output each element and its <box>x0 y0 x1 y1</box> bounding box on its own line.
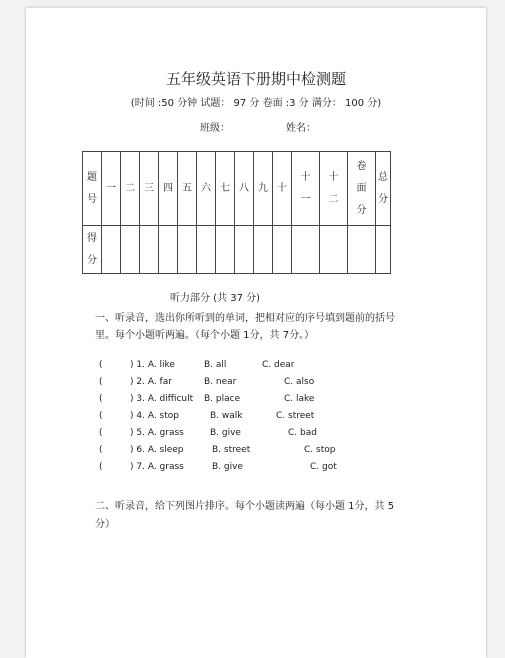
question-option-b: B. place <box>204 394 241 404</box>
score-table <box>82 151 391 274</box>
cell-text: 八 <box>239 182 249 194</box>
score-cell-9[interactable] <box>254 226 273 274</box>
question-option-b: B. all <box>204 360 227 370</box>
header-cell-column-6 <box>197 152 216 226</box>
cell-text: 九 <box>258 182 268 194</box>
score-cell-3[interactable] <box>140 226 159 274</box>
score-cell-14[interactable] <box>376 226 391 274</box>
cell-text: 分 <box>356 204 367 216</box>
cell-text: 一 <box>106 182 116 194</box>
cell-text: 三 <box>144 182 154 194</box>
section1-instruction-line1: 一、听录音，选出你所听到的单词，把相对应的序号填到题前的括号 <box>95 313 395 324</box>
header-cell-column-13 <box>348 152 376 226</box>
header-cell-column-5 <box>178 152 197 226</box>
header-cell-column-3 <box>140 152 159 226</box>
question-option-a: ) 2. A. far <box>130 377 172 387</box>
question-option-b: B. give <box>210 428 241 438</box>
score-cell-10[interactable] <box>273 226 292 274</box>
score-cell-1[interactable] <box>102 226 121 274</box>
header-cell-column-7 <box>216 152 235 226</box>
question-option-b: B. street <box>212 445 251 455</box>
header-cell-column-12 <box>320 152 348 226</box>
cell-text: 六 <box>201 182 211 194</box>
score-cell-13[interactable] <box>348 226 376 274</box>
question-option-b: B. give <box>212 462 243 472</box>
header-cell-column-4 <box>159 152 178 226</box>
cell-text: 分 <box>378 193 388 205</box>
header-cell-column-11 <box>292 152 320 226</box>
listening-heading: 听力部分 (共 37 分) <box>170 293 261 304</box>
cell-text: 一 <box>300 193 311 205</box>
cell-text: 五 <box>182 182 192 194</box>
score-label-cell <box>83 226 102 274</box>
cell-text: 二 <box>125 182 135 194</box>
cell-text: 题 <box>87 171 97 183</box>
answer-bracket[interactable]: ( <box>99 377 103 387</box>
name-label: 姓名： <box>286 123 316 134</box>
exam-title: 五年级英语下册期中检测题 <box>165 70 346 88</box>
cell-text: 号 <box>87 193 97 205</box>
cell-text: 二 <box>328 193 339 205</box>
answer-bracket[interactable]: ( <box>99 462 103 472</box>
score-cell-5[interactable] <box>178 226 197 274</box>
score-cell-8[interactable] <box>235 226 254 274</box>
cell-text: 分 <box>87 254 97 266</box>
question-option-c: C. lake <box>284 394 315 404</box>
class-label: 班级： <box>200 123 230 134</box>
question-option-a: ) 7. A. grass <box>130 462 184 472</box>
question-option-a: ) 3. A. difficult <box>130 394 194 404</box>
table-row <box>83 152 391 226</box>
answer-bracket[interactable]: ( <box>99 360 103 370</box>
header-cell-question-number <box>83 152 102 226</box>
cell-text: 四 <box>163 182 173 194</box>
cell-text: 卷 <box>356 160 367 172</box>
question-option-c: C. also <box>284 377 315 387</box>
header-cell-column-2 <box>121 152 140 226</box>
section2-instruction-line2: 分） <box>95 519 115 530</box>
cell-text: 七 <box>220 182 230 194</box>
score-cell-12[interactable] <box>320 226 348 274</box>
question-option-c: C. stop <box>304 445 336 455</box>
question-option-a: ) 4. A. stop <box>130 411 179 421</box>
header-cell-column-1 <box>102 152 121 226</box>
header-cell-column-8 <box>235 152 254 226</box>
score-cell-7[interactable] <box>216 226 235 274</box>
header-cell-column-10 <box>273 152 292 226</box>
question-option-b: B. walk <box>210 411 243 421</box>
cell-text: 十 <box>328 171 339 183</box>
question-option-c: C. bad <box>288 428 317 438</box>
cell-text: 面 <box>356 182 367 194</box>
cell-text: 总 <box>378 171 388 183</box>
question-option-a: ) 1. A. like <box>130 360 175 370</box>
header-cell-column-9 <box>254 152 273 226</box>
question-option-a: ) 6. A. sleep <box>130 445 184 455</box>
score-cell-6[interactable] <box>197 226 216 274</box>
question-option-a: ) 5. A. grass <box>130 428 184 438</box>
section1-instruction-line2: 里。每个小题听两遍。（每个小题 1分，共 7分。） <box>95 330 315 341</box>
cell-text: 得 <box>87 232 97 244</box>
cell-text: 十 <box>300 171 311 183</box>
question-option-c: C. street <box>276 411 315 421</box>
question-option-c: C. got <box>310 462 337 472</box>
answer-bracket[interactable]: ( <box>99 445 103 455</box>
score-cell-2[interactable] <box>121 226 140 274</box>
score-cell-4[interactable] <box>159 226 178 274</box>
score-cell-11[interactable] <box>292 226 320 274</box>
answer-bracket[interactable]: ( <box>99 428 103 438</box>
table-row <box>83 226 391 274</box>
answer-bracket[interactable]: ( <box>99 411 103 421</box>
cell-text: 十 <box>277 182 287 194</box>
question-option-b: B. near <box>204 377 237 387</box>
answer-bracket[interactable]: ( <box>99 394 103 404</box>
section2-instruction-line1: 二、听录音，给下列图片排序。每个小题读两遍（每小题 1分，共 5 <box>95 501 395 512</box>
exam-info: (时间 :50 分钟 试题： 97 分 卷面 :3 分 满分： 100 分) <box>130 98 382 109</box>
document-page <box>26 8 486 658</box>
header-cell-column-14 <box>376 152 391 226</box>
question-option-c: C. dear <box>262 360 295 370</box>
